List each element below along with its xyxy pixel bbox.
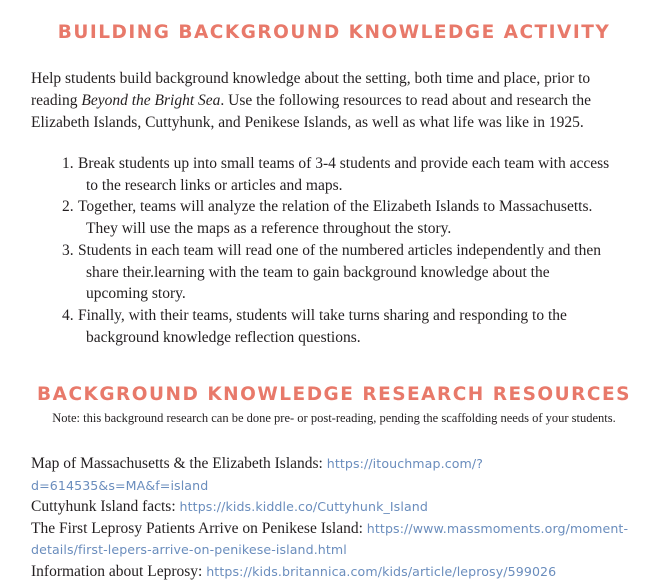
intro-paragraph <box>31 68 639 134</box>
resource-item <box>31 453 651 496</box>
list-item <box>62 240 610 305</box>
step-text: Finally, with their teams, students will take turns sharing and responding to the background knowledge reflection questions. <box>78 306 567 346</box>
book-title: Beyond the Bright Sea <box>81 92 221 109</box>
intro-text-start: Help students build background knowledge about the setting, both time and place, prior to reading <box>31 70 591 109</box>
list-item <box>62 305 610 348</box>
step-number: 2. <box>62 198 74 216</box>
intro-text-end: . Use the following resources to read about and research the Elizabeth Islands, Cuttyhunk, and Penikese Islands, as well as what life was like in 1925. <box>31 92 591 131</box>
resource-link[interactable]: https://kids.kiddle.co/Cuttyhunk_Island <box>179 499 428 514</box>
step-text: Together, teams will analyze the relation of the Elizabeth Islands to Massachusetts. They will use the maps as a reference throughout the story. <box>78 198 593 238</box>
step-number: 4. <box>62 306 74 324</box>
resource-item <box>31 496 651 518</box>
resource-label: Cuttyhunk Island facts: <box>31 498 180 515</box>
resource-item <box>31 518 651 561</box>
resource-label: Information about Leprosy: <box>31 562 207 580</box>
step-text: Students in each team will read one of the numbered articles independently and then share their.learning with the team to gain background knowledge about the upcoming story. <box>78 241 601 303</box>
resources-list <box>31 453 651 582</box>
list-item <box>62 196 610 239</box>
list-item <box>62 153 610 196</box>
activity-title: BUILDING BACKGROUND KNOWLEDGE ACTIVITY <box>57 22 611 43</box>
resources-title: BACKGROUND KNOWLEDGE RESEARCH RESOURCES <box>37 384 631 405</box>
resource-label: Map of Massachusetts & the Elizabeth Islands: <box>31 455 327 472</box>
step-number: 3. <box>62 241 74 259</box>
step-text: Break students up into small teams of 3-4 students and provide each team with access to the research links or articles and maps. <box>78 155 610 194</box>
resources-note: Note: this background research can be done pre- or post-reading, pending the scaffolding needs of your students. <box>52 411 616 425</box>
steps-list <box>62 153 610 348</box>
step-number: 1. <box>62 155 74 172</box>
resource-link[interactable]: https://www.massmoments.org/moment-details/first-lepers-arrive-on-penikese-island.html <box>31 520 629 557</box>
resource-label: The First Leprosy Patients Arrive on Penikese Island: <box>31 519 367 537</box>
resource-link[interactable]: https://kids.britannica.com/kids/article/leprosy/599026 <box>206 563 557 579</box>
resource-link[interactable]: https://itouchmap.com/?d=614535&s=MA&f=island <box>31 456 484 493</box>
resource-item <box>31 561 651 583</box>
